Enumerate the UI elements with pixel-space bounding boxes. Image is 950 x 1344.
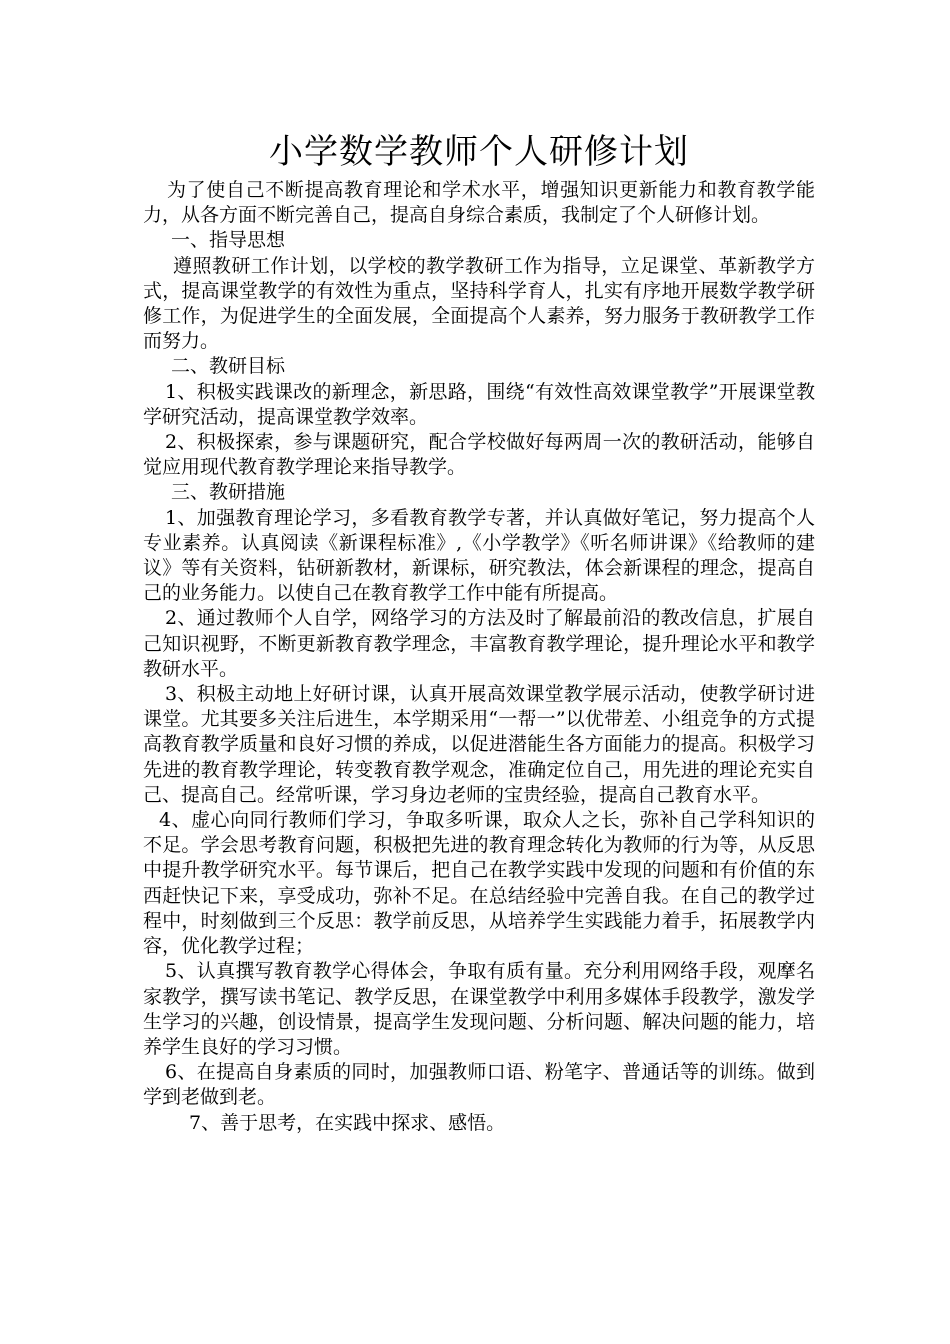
measure-item-6: 6、在提高自身素质的同时，加强教师口语、粉笔字、普通话等的训练。做到学到老做到老。 — [143, 1061, 815, 1109]
research-goal-item-1: 1、积极实践课改的新理念，新思路，围绕“有效性高效课堂教学”开展课堂教学研究活动，提高课堂教学效率。 — [143, 380, 815, 428]
measure-item-3: 3、积极主动地上好研讨课，认真开展高效课堂教学展示活动，使教学研讨进课堂。尤其要多关注后进生，本学期采用“一帮一”以优带差、小组竞争的方式提高教育教学质量和良好习惯的养成，以促进潜能生各方面能力的提高。积极学习先进的教育教学理论，转变教育教学观念，准确定位自己，用先进的理论充实自己、提高自己。经常听课，学习身边老师的宝贵经验，提高自己教育水平。 — [143, 683, 815, 806]
section-heading-guiding-thought: 一、指导思想 — [171, 229, 286, 252]
section-heading-research-goals: 二、教研目标 — [171, 355, 286, 378]
measure-item-2: 2、通过教师个人自学，网络学习的方法及时了解最前沿的教改信息，扩展自己知识视野，不断更新教育教学理念，丰富教育教学理论，提升理论水平和教学教研水平。 — [143, 607, 815, 680]
measure-item-4: 4、虚心向同行教师们学习，争取多听课，取众人之长，弥补自己学科知识的不足。学会思考教育问题，积极把先进的教育理念转化为教师的行为等，从反思中提升教学研究水平。每节课后，把自己在教学实践中发现的问题和有价值的东西赶快记下来，享受成功，弥补不足。在总结经验中完善自我。在自己的教学过程中，时刻做到三个反思：教学前反思，从培养学生实践能力着手，拓展教学内容，优化教学过程； — [143, 809, 815, 958]
section-heading-research-measures: 三、教研措施 — [171, 481, 286, 504]
document-page — [143, 130, 815, 1136]
guiding-thought-paragraph: 遵照教研工作计划，以学校的教学教研工作为指导，立足课堂、革新教学方式，提高课堂教学的有效性为重点，坚持科学育人，扎实有序地开展数学教学研修工作，为促进学生的全面发展，全面提高个人素养，努力服务于教研教学工作而努力。 — [143, 254, 815, 353]
measure-item-5: 5、认真撰写教育教学心得体会，争取有质有量。充分利用网络手段，观摩名家教学，撰写读书笔记、教学反思，在课堂教学中利用多媒体手段教学，激发学生学习的兴趣，创设情景，提高学生发现问题、分析问题、解决问题的能力，培养学生良好的学习习惯。 — [143, 960, 815, 1058]
measure-item-7: 7、善于思考，在实践中探求、感悟。 — [189, 1111, 506, 1134]
document-title: 小学数学教师个人研修计划 — [269, 132, 689, 172]
measure-item-1: 1、加强教育理论学习，多看教育教学专著，并认真做好笔记，努力提高个人专业素养。认真阅读《新课程标准》,《小学教学》《听名师讲课》《给教师的建议》等有关资料，钻研新教材，新课标，研究教法，体会新课程的理念，提高自己的业务能力。以使自己在教育教学工作中能有所提高。 — [143, 506, 815, 605]
research-goal-item-2: 2、积极探索，参与课题研究，配合学校做好每两周一次的教研活动，能够自觉应用现代教育教学理论来指导教学。 — [143, 431, 815, 479]
intro-paragraph: 为了使自己不断提高教育理论和学术水平，增强知识更新能力和教育教学能力，从各方面不断完善自己，提高自身综合素质，我制定了个人研修计划。 — [143, 179, 815, 227]
